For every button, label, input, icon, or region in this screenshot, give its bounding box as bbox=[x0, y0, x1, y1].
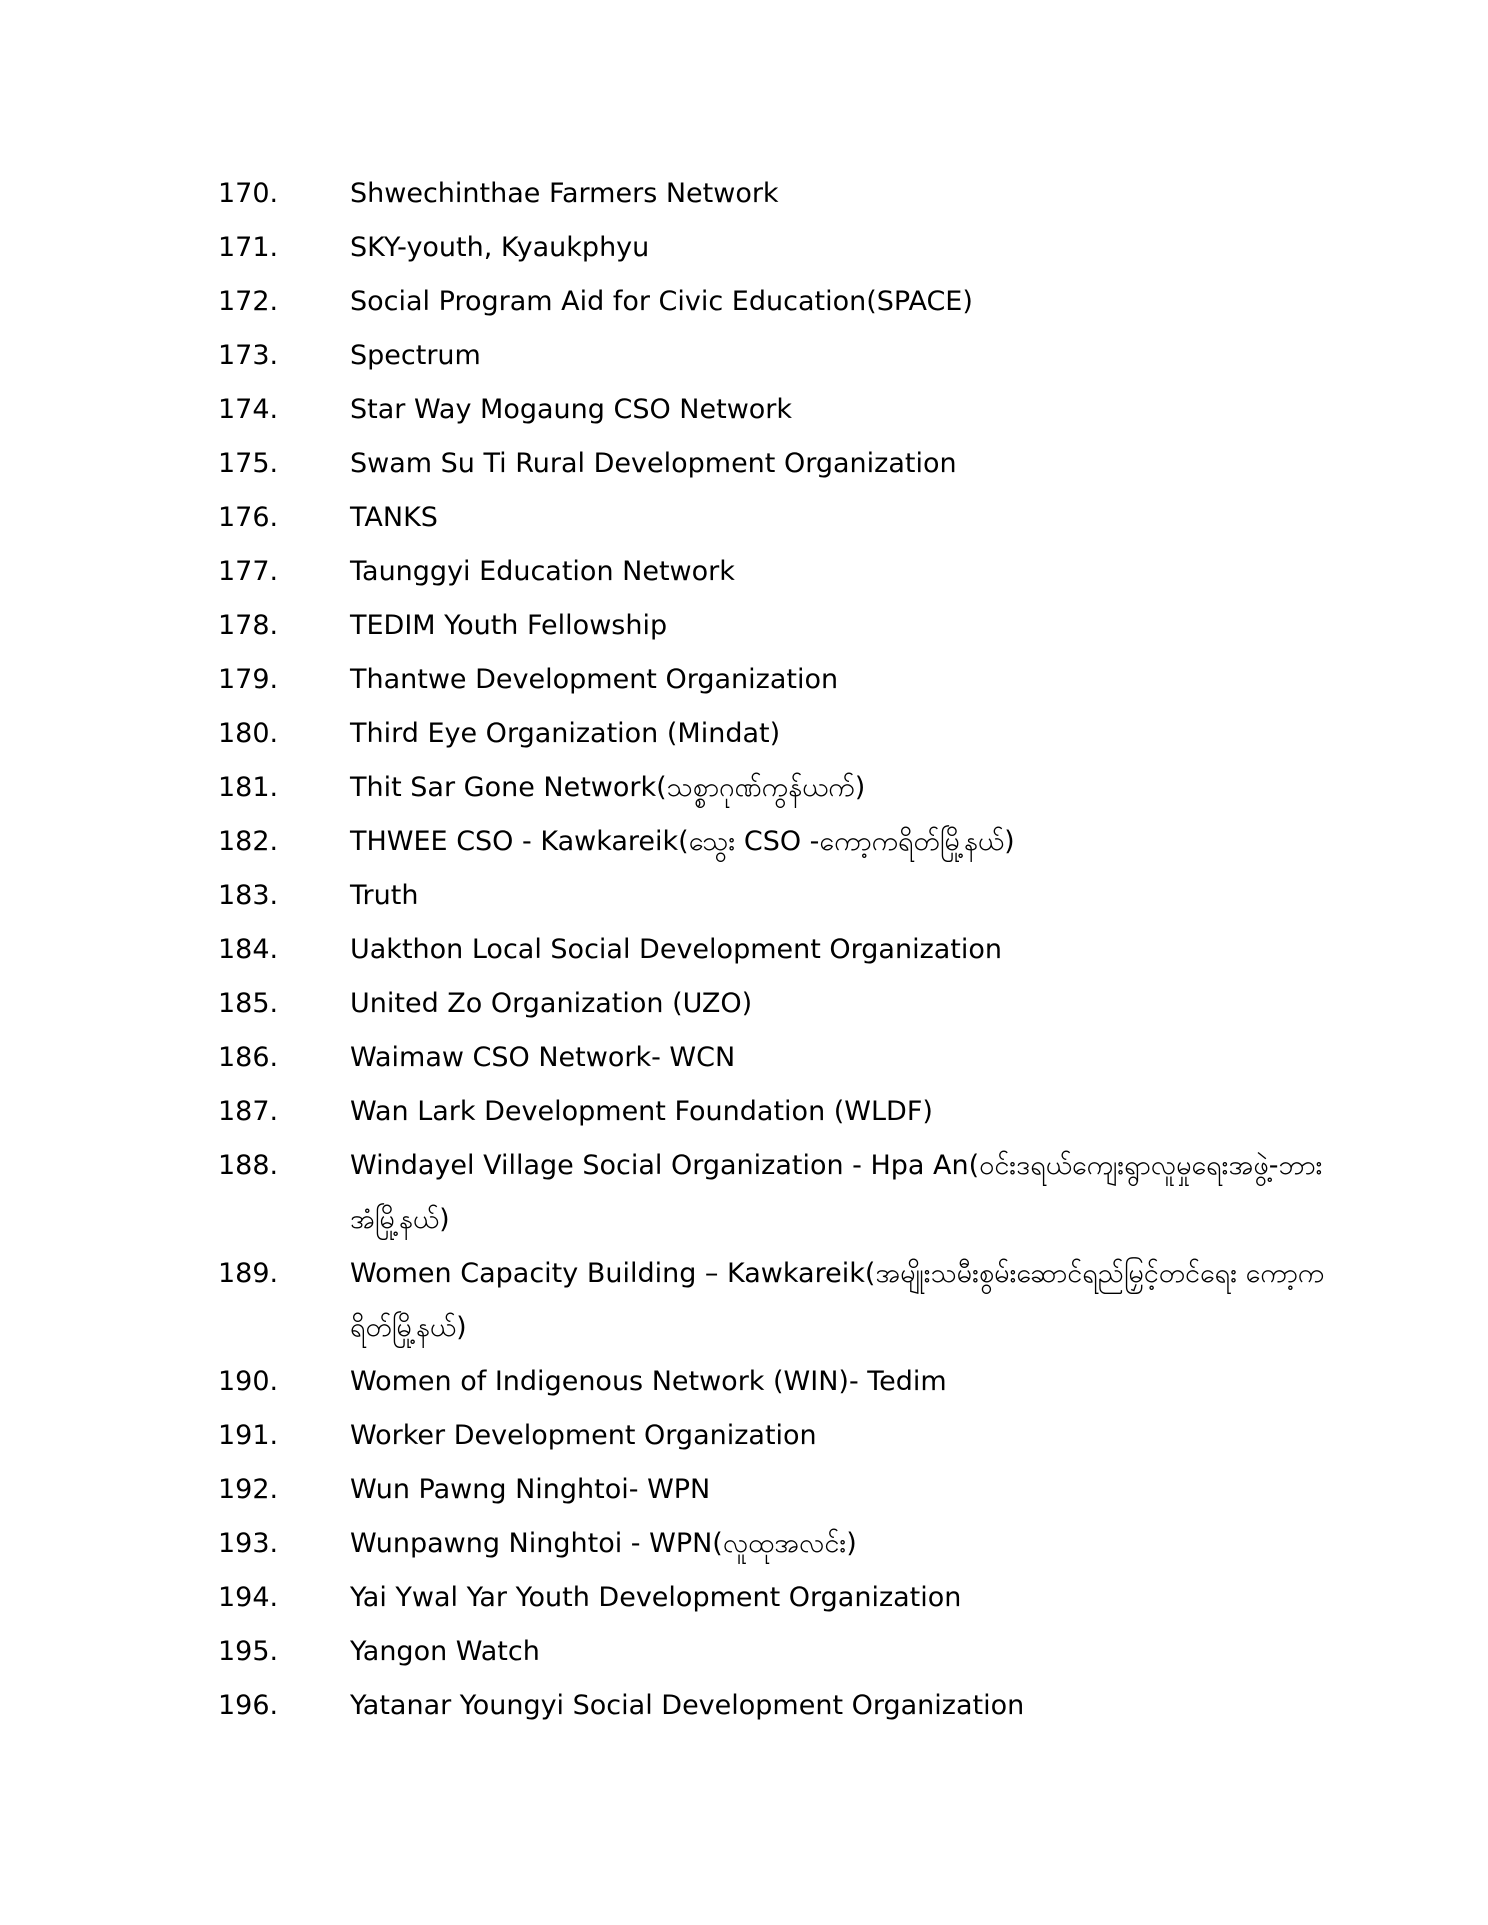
item-number: 183. bbox=[218, 880, 279, 911]
item-number: 175. bbox=[218, 448, 279, 479]
item-text: Yai Ywal Yar Youth Development Organization bbox=[350, 1582, 962, 1613]
item-number: 185. bbox=[218, 988, 279, 1019]
item-text: Swam Su Ti Rural Development Organization bbox=[350, 448, 957, 479]
item-text: Wan Lark Development Foundation (WLDF) bbox=[350, 1096, 933, 1127]
item-number: 178. bbox=[218, 610, 279, 641]
item-number: 174. bbox=[218, 394, 279, 425]
item-number: 188. bbox=[218, 1150, 279, 1181]
item-text: Wun Pawng Ninghtoi- WPN bbox=[350, 1474, 711, 1505]
item-number: 177. bbox=[218, 556, 279, 587]
item-text: Spectrum bbox=[350, 340, 481, 371]
item-text: Third Eye Organization (Mindat) bbox=[350, 718, 781, 749]
item-number: 180. bbox=[218, 718, 279, 749]
item-text: Social Program Aid for Civic Education(SPACE) bbox=[350, 286, 973, 317]
item-number: 189. bbox=[218, 1258, 279, 1289]
item-number: 196. bbox=[218, 1690, 279, 1721]
item-text: TANKS bbox=[350, 502, 438, 533]
item-number: 192. bbox=[218, 1474, 279, 1505]
item-text: Truth bbox=[350, 880, 419, 911]
item-text: Women of Indigenous Network (WIN)- Tedim bbox=[350, 1366, 947, 1397]
item-text: Thit Sar Gone Network(သစ္စာဂုဏ်ကွန်ယက်) bbox=[350, 772, 866, 803]
item-number: 193. bbox=[218, 1528, 279, 1559]
item-text: Worker Development Organization bbox=[350, 1420, 817, 1451]
item-number: 181. bbox=[218, 772, 279, 803]
item-number: 170. bbox=[218, 178, 279, 209]
item-number: 194. bbox=[218, 1582, 279, 1613]
item-number: 172. bbox=[218, 286, 279, 317]
item-number: 176. bbox=[218, 502, 279, 533]
item-text: Shwechinthae Farmers Network bbox=[350, 178, 779, 209]
item-text: Yatanar Youngyi Social Development Organization bbox=[350, 1690, 1025, 1721]
item-text: Wunpawng Ninghtoi - WPN(လူထုအလင်း) bbox=[350, 1528, 857, 1559]
item-number: 195. bbox=[218, 1636, 279, 1667]
item-number: 173. bbox=[218, 340, 279, 371]
item-text: Windayel Village Social Organization - Hpa An(ဝင်းဒရယ်ကျေးရွာလူမှုရေးအဖွဲ့-ဘားအံမြို့နယ်) bbox=[350, 1150, 1323, 1235]
item-number: 179. bbox=[218, 664, 279, 695]
item-number: 171. bbox=[218, 232, 279, 263]
item-number: 182. bbox=[218, 826, 279, 857]
item-text: Uakthon Local Social Development Organization bbox=[350, 934, 1003, 965]
item-number: 191. bbox=[218, 1420, 279, 1451]
item-text: Women Capacity Building – Kawkareik(အမျိုးသမီးစွမ်းဆောင်ရည်မြှင့်တင်ရေး ကော့ကရိတ်မြို့နယ်) bbox=[350, 1258, 1325, 1343]
item-text: Thantwe Development Organization bbox=[350, 664, 839, 695]
item-number: 190. bbox=[218, 1366, 279, 1397]
item-number: 186. bbox=[218, 1042, 279, 1073]
item-text: TEDIM Youth Fellowship bbox=[350, 610, 668, 641]
item-text: Star Way Mogaung CSO Network bbox=[350, 394, 793, 425]
item-text: Taunggyi Education Network bbox=[350, 556, 735, 587]
item-text: THWEE CSO - Kawkareik(သွေး CSO -ကော့ကရိတ်မြို့နယ်) bbox=[350, 826, 1015, 857]
item-text: Waimaw CSO Network- WCN bbox=[350, 1042, 736, 1073]
item-number: 187. bbox=[218, 1096, 279, 1127]
item-text: Yangon Watch bbox=[350, 1636, 540, 1667]
item-number: 184. bbox=[218, 934, 279, 965]
item-text: SKY-youth, Kyaukphyu bbox=[350, 232, 650, 263]
item-text: United Zo Organization (UZO) bbox=[350, 988, 753, 1019]
